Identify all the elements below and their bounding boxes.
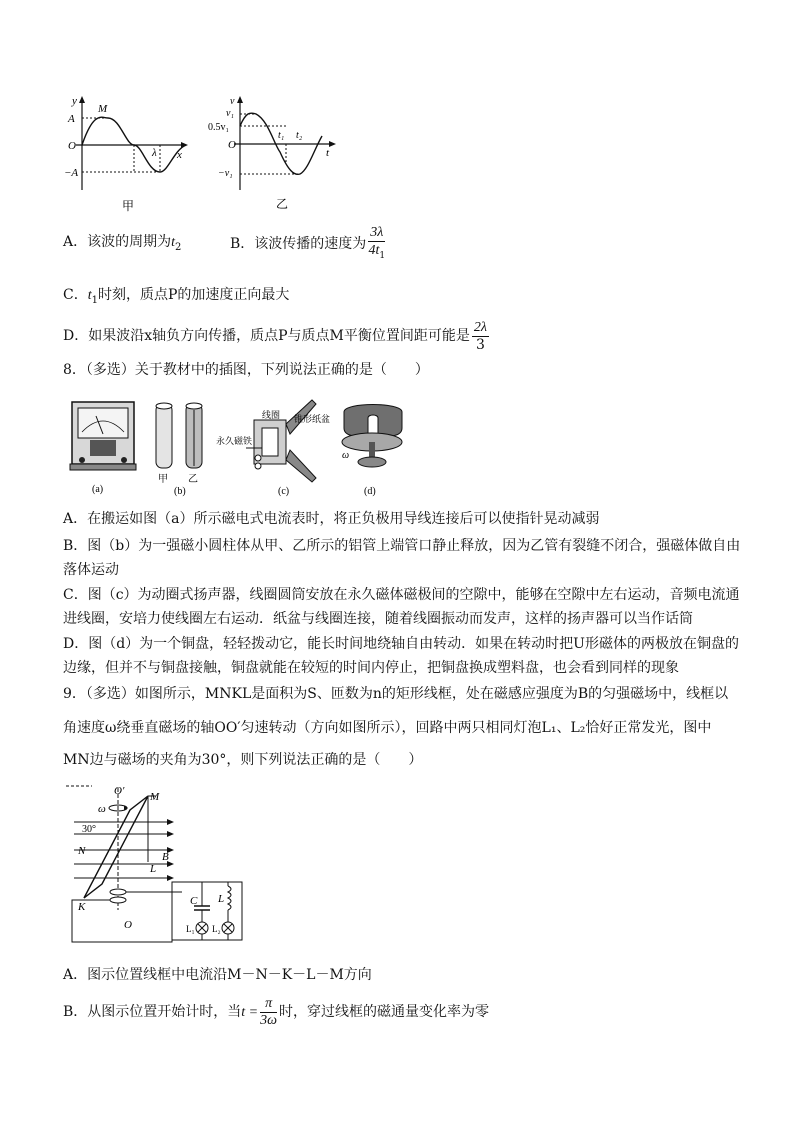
q8-option-b-line2: 落体运动 [63, 562, 119, 578]
yi-negv1-label: −v₁ [218, 168, 233, 179]
coil-K: K [78, 901, 86, 913]
q9-stem-line1: 9．（多选）如图所示，MNKL是面积为S、匝数为n的矩形线框，处在磁感应强度为B的匀强磁场中，线框以 [63, 686, 729, 702]
fig-c-label: (c) [278, 486, 290, 497]
q7-option-c: C．$t_1$时刻，质点P的加速度正向最大 [63, 287, 290, 306]
jia-M-label: M [98, 103, 108, 115]
fig-d-label: (d) [364, 486, 376, 497]
coil-O-top: O′ [114, 785, 125, 797]
fig-b-jia: 甲 [158, 474, 168, 485]
yi-caption: 乙 [276, 197, 289, 211]
jia-negA-label: −A [64, 167, 79, 179]
q8-option-d-line2: 边缘，但并不与铜盘接触，铜盘就能在较短的时间内停止，把铜盘换成塑料盘，也会看到同样的现象 [63, 660, 679, 676]
coil-B: B [162, 851, 169, 863]
coil-N: N [78, 845, 86, 857]
q9-option-b: B．从图示位置开始计时，当t = $\frac{\pi}{3\omega}$ 时，穿过线框的磁通量变化率为零 [63, 995, 490, 1028]
q9-stem-line2: 角速度ω绕垂直磁场的轴OO′匀速转动（方向如图所示），回路中两只相同灯泡L₁、L₂恰好正常发光，图中 [63, 720, 712, 736]
fig-b-yi: 乙 [188, 474, 198, 485]
fig-c-magnet: 永久磁铁 [216, 436, 253, 446]
coil-O-bottom: O [124, 919, 132, 931]
figure-rotating-coil [62, 782, 252, 952]
figure-c-speaker [216, 394, 331, 498]
jia-A-label: A [68, 113, 75, 125]
yi-halfv1-label: 0.5v₁ [208, 122, 229, 133]
q8-option-d-line1: D．图（d）为一个铜盘，轻轻拨动它，能长时间地绕轴自由转动．如果在转动时把U形磁体的两极放在铜盘的 [63, 636, 739, 652]
q8-option-c-line1: C．图（c）为动圈式扬声器，线圈圆筒安放在永久磁体磁极间的空隙中，能够在空隙中左右运动，音频电流通 [63, 587, 740, 603]
q8-option-c-line2: 进线圈，安培力使线圈左右运动．纸盆与线圈连接，随着线圈振动而发声，这样的扬声器可以当作话筒 [63, 611, 693, 627]
coil-C: C [190, 895, 198, 907]
figure-d-copper-disk [332, 398, 414, 498]
q9-option-a: A．图示位置线框中电流沿M－N－K－L－M方向 [63, 967, 372, 983]
q9-b-fraction: $\frac{\pi}{3\omega}$ [260, 995, 278, 1028]
figure-b-tubes [148, 398, 218, 498]
q8-option-a: A．在搬运如图（a）所示磁电式电流表时，将正负极用导线连接后可以使指针晃动减弱 [63, 511, 600, 527]
wave-graph-jia [62, 90, 192, 215]
coil-L1: L₁ [186, 924, 195, 934]
jia-caption: 甲 [122, 199, 135, 213]
fig-d-omega: ω [342, 450, 350, 461]
coil-M: M [150, 791, 160, 803]
figure-a-ammeter [68, 398, 140, 498]
yi-t1-label: t₁ [278, 130, 285, 141]
fig-c-coil: 线圈 [262, 410, 281, 420]
coil-L-edge: L [150, 863, 157, 875]
fig-b-label: (b) [174, 486, 186, 497]
fig-a-label: (a) [92, 484, 104, 495]
coil-angle: 30° [82, 824, 96, 835]
q8-option-b-line1: B．图（b）为一强磁小圆柱体从甲、乙所示的铝管上端管口静止释放，因为乙管有裂缝不闭合，强磁体做自由 [63, 538, 741, 554]
yi-t-label: t [326, 147, 330, 159]
q9-stem-line3: MN边与磁场的夹角为30°，则下列说法正确的是（ ） [63, 752, 423, 768]
coil-omega: ω [98, 803, 106, 815]
jia-y-label: y [72, 95, 77, 107]
q7-d-fraction: $\frac{2\lambda}{3}$ [473, 319, 487, 353]
jia-x-label: x [177, 149, 182, 161]
coil-L2: L₂ [212, 924, 221, 934]
jia-lambda-label: λ [152, 147, 157, 159]
jia-O-label: O [68, 140, 76, 152]
q7-option-d: D．如果波沿x轴负方向传播，质点P与质点M平衡位置间距可能是 $\frac{2\lambda}{3}$ [63, 319, 487, 353]
yi-O-label: O [228, 139, 236, 151]
wave-graph-yi [208, 94, 338, 214]
fig-c-cone: 锥形纸盆 [294, 414, 331, 424]
yi-t2-label: t₂ [296, 130, 303, 141]
coil-L-inductor: L [218, 893, 225, 905]
q7-option-a: A．该波的周期为$t_2$ [63, 234, 182, 253]
yi-v1-label: v₁ [226, 108, 234, 119]
yi-v-label: v [230, 96, 235, 107]
q7-option-b: B．该波传播的速度为 $\frac{3\lambda}{4t_1}$ [230, 222, 387, 266]
q7-b-fraction: $\frac{3\lambda}{4t_1}$ [368, 224, 386, 261]
q8-stem: 8．（多选）关于教材中的插图，下列说法正确的是（ ） [63, 362, 429, 378]
